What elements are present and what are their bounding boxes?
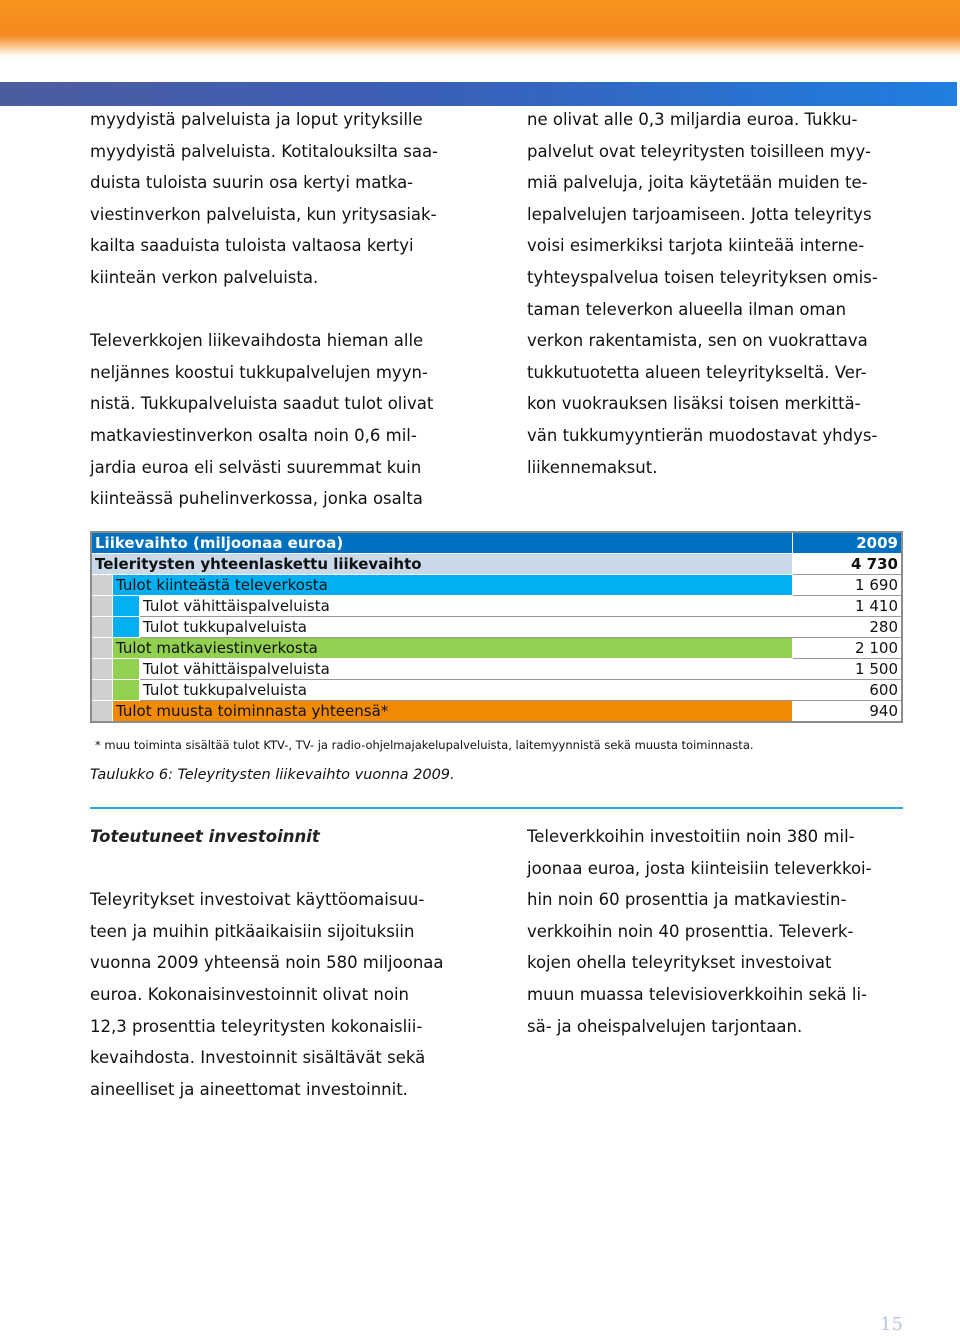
indent-cell (91, 659, 113, 680)
indent-cell (113, 596, 140, 617)
text-line: vuonna 2009 yhteensä noin 580 miljoonaa (90, 953, 444, 973)
indent-cell (91, 617, 113, 638)
row-value: 280 (793, 617, 903, 638)
indent-cell (113, 617, 140, 638)
row-value: 940 (793, 701, 903, 723)
text-line: kiinteässä puhelinverkossa, jonka osalta (90, 489, 423, 509)
text-line: taman televerkon alueella ilman oman (527, 299, 847, 319)
text-line: verkkoihin noin 40 prosenttia. Televerk- (527, 921, 854, 941)
text-line: kailta saaduista tuloista valtaosa kertyi (90, 236, 414, 256)
text-line: liikennemaksut. (527, 457, 658, 477)
text-line: matkaviestinverkon osalta noin 0,6 mil- (90, 425, 417, 445)
table-row (91, 701, 902, 723)
page-number: 15 (880, 1314, 903, 1335)
text-line: sä- ja oheispalvelujen tarjontaan. (527, 1016, 803, 1036)
text-line: hin noin 60 prosenttia ja matkaviestin- (527, 890, 847, 910)
section-divider (90, 807, 903, 809)
table-row (91, 638, 902, 659)
table-caption: Taulukko 6: Teleyritysten liikevaihto vuonna 2009. (90, 767, 455, 783)
table-row (91, 575, 902, 596)
row-label: Tulot tukkupalveluista (140, 617, 793, 638)
row-value: 2 100 (793, 638, 903, 659)
text-line: 12,3 prosenttia teleyritysten kokonaislii- (90, 1016, 423, 1036)
row-label: Teleritysten yhteenlaskettu liikevaihto (91, 554, 793, 575)
text-line: voisi esimerkiksi tarjota kiinteää interne- (527, 236, 865, 256)
text-line: Televerkkoihin investoitiin noin 380 mil- (527, 827, 855, 846)
text-line: vän tukkumyyntierän muodostavat yhdys- (527, 425, 878, 445)
text-line: nistä. Tukkupalveluista saadut tulot olivat (90, 394, 434, 414)
text-line: neljännes koostui tukkupalvelujen myyn- (90, 362, 428, 382)
top-right-text-column (527, 104, 907, 483)
row-value: 1 500 (793, 659, 903, 680)
text-line: duista tuloista suurin osa kertyi matka- (90, 173, 414, 193)
row-value: 1 410 (793, 596, 903, 617)
text-line: aineelliset ja aineettomat investoinnit. (90, 1079, 408, 1099)
text-line: myydyistä palveluista. Kotitalouksilta saa- (90, 141, 439, 161)
text-line: tukkutuotetta alueen teleyritykseltä. Ver- (527, 362, 867, 382)
revenue-table (90, 531, 903, 723)
indent-cell (91, 701, 113, 723)
text-line: kiinteän verkon palveluista. (90, 267, 319, 287)
row-label: Tulot muusta toiminnasta yhteensä* (113, 701, 793, 723)
indent-cell (91, 596, 113, 617)
text-line: miä palveluja, joita käytetään muiden te- (527, 173, 868, 193)
table-header-label: Liikevaihto (miljoonaa euroa) (91, 532, 793, 554)
text-line: kojen ohella teleyritykset investoivat (527, 953, 832, 973)
header-fade (0, 46, 960, 66)
text-line: verkon rakentamista, sen on vuokrattava (527, 331, 868, 351)
text-line: tyhteyspalvelua toisen teleyrityksen omis- (527, 267, 878, 287)
text-line: palvelut ovat teleyritysten toisilleen myy- (527, 141, 871, 161)
row-label: Tulot tukkupalveluista (140, 680, 793, 701)
row-label: Tulot vähittäispalveluista (140, 659, 793, 680)
indent-cell (91, 680, 113, 701)
text-line: joonaa euroa, josta kiinteisiin televerkkoi- (527, 858, 872, 878)
section-heading: Toteutuneet investoinnit (90, 827, 320, 846)
table-header-row (91, 532, 902, 554)
text-line: Teleyritykset investoivat käyttöomaisuu- (90, 890, 425, 910)
table-row (91, 680, 902, 701)
text-line: muun muassa televisioverkkoihin sekä li- (527, 984, 867, 1004)
row-label: Tulot vähittäispalveluista (140, 596, 793, 617)
table-row (91, 659, 902, 680)
text-line: viestinverkon palveluista, kun yritysasiak- (90, 204, 437, 224)
text-line: jardia euroa eli selvästi suuremmat kuin (90, 457, 422, 477)
text-line: teen ja muihin pitkäaikaisiin sijoituksiin (90, 921, 415, 941)
text-line: euroa. Kokonaisinvestoinnit olivat noin (90, 984, 409, 1004)
text-line: myydyistä palveluista ja loput yrityksille (90, 110, 423, 129)
row-value: 1 690 (793, 575, 903, 596)
text-line: Televerkkojen liikevaihdosta hieman alle (90, 331, 424, 351)
row-value: 600 (793, 680, 903, 701)
header-blue-band (0, 82, 957, 106)
bottom-right-text-column (527, 821, 917, 1042)
table-header-year: 2009 (793, 532, 903, 554)
indent-cell (113, 680, 140, 701)
text-line: lepalvelujen tarjoamiseen. Jotta teleyritys (527, 204, 872, 224)
indent-cell (113, 659, 140, 680)
table-footnote: * muu toiminta sisältää tulot KTV-, TV- ja radio-ohjelmajakelupalveluista, laitemyynnistä sekä muusta toiminnasta. (95, 738, 754, 752)
text-line: kevaihdosta. Investoinnit sisältävät sekä (90, 1048, 426, 1068)
row-value: 4 730 (793, 554, 903, 575)
indent-cell (91, 575, 113, 596)
table-row (91, 596, 902, 617)
top-left-text-column (90, 104, 470, 515)
text-line: kon vuokrauksen lisäksi toisen merkittä- (527, 394, 861, 414)
bottom-left-text-column (90, 821, 480, 1105)
indent-cell (91, 638, 113, 659)
row-label: Tulot matkaviestinverkosta (113, 638, 793, 659)
table-row (91, 554, 902, 575)
text-line: ne olivat alle 0,3 miljardia euroa. Tukku- (527, 110, 858, 129)
row-label: Tulot kiinteästä televerkosta (113, 575, 793, 596)
table-row (91, 617, 902, 638)
